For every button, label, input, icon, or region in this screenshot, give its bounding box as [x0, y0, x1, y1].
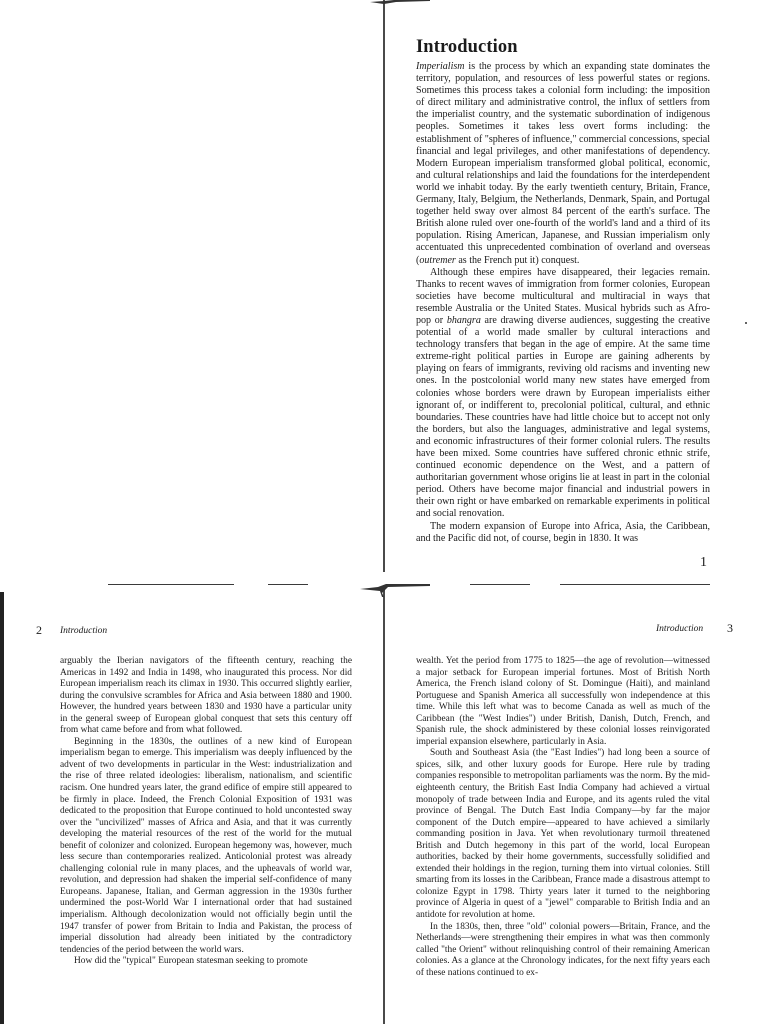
- running-head: Introduction: [656, 624, 704, 634]
- paragraph: [416, 61, 710, 267]
- page-edge-rule: [108, 584, 234, 585]
- page-2: [60, 656, 352, 968]
- gutter-line-bottom: [383, 588, 385, 1024]
- page-edge-rule: [268, 584, 308, 585]
- chapter-heading: Introduction: [416, 37, 518, 57]
- paragraph: [416, 267, 710, 521]
- binding-mark-bottom: [360, 583, 430, 597]
- paragraph-text: as the French put it) conquest.: [455, 254, 580, 266]
- page-edge-rule: [470, 584, 530, 585]
- paragraph-text: is the process by which an expanding state dominates the territory, population, and resources of less powerful states or regions. Sometimes this process takes a colonial form including: the imposition of direct military and administrative control, the influx of settlers from the imperialist country, and the systematic subordination of indigenous peoples. Sometimes it takes less overt forms including: the establishment of "spheres of influence," commercial concessions, special financial and legal privileges, and other manifestations of dependency. Modern European imperialism transformed global political, economic, and cultural relationships and laid the foundations for the interdependent world we inhabit today. By the early twentieth century, Britain, France, Germany, Italy, Belgium, the Netherlands, Denmark, Spain, and Portugal together held sway over almost 84 percent of the earth's surface. The British alone ruled over one-fourth of the world's land and a third of its population. Rising American, Japanese, and Russian imperialism only accentuated this unprecedented combination of overland and overseas (: [416, 61, 710, 266]
- paragraph: South and Southeast Asia (the "East Indies") had long been a source of spices, silk, and other luxury goods for Europe. Here rule by trading companies responsible to metropolitan parliaments was the norm. By the mid-eighteenth century, the British East India Company had achieved a virtual monopoly of trade between India and Europe, and its agents ruled the vital province of Bengal. The Dutch East India Company—by far the major component of the Dutch empire—appeared to have achieved a similarly commanding position in Java. Yet when revolutionary turmoil threatened British and Dutch hegemony in this part of the world, local European authorities, backed by their home governments, successfully solidified and extended their holdings in the region, turning them into virtual colonies. Still smarting from its losses in the Caribbean, France made a disastrous attempt to colonize Egypt in 1798. Thirty years later it turned to the neighboring province of Algeria in quest of a "jewel" comparable to British India and an antidote for revolution at home.: [416, 748, 710, 921]
- page-edge-shadow: [0, 592, 4, 1024]
- paragraph: wealth. Yet the period from 1775 to 1825—the age of revolution—witnessed a major setback for European imperial fortunes. Most of British North America, the French island colony of St. Domingue (Haiti), and mainland Portuguese and Spanish America all successfully won independence at this time. While this left what was to become Canada as well as much of the Caribbean (the "West Indies") under British, Danish, Dutch, French, and Spanish rule, the shock administered by these colonial losses reinvigorated imperial expansion elsewhere, particularly in Asia.: [416, 656, 710, 747]
- paragraph: How did the "typical" European statesman seeking to promote: [74, 956, 308, 967]
- scan-speck: [745, 322, 747, 324]
- paragraph: arguably the Iberian navigators of the fifteenth century, reaching the Americas in 1492 and India in 1498, who inaugurated this process. Nor did European imperialism reach its climax in 1930. This occurred slightly earlier, during the convulsive scrambles for Africa and Asia between 1880 and 1900. However, the hundred years between 1830 and 1930 have a particular unity in the general sweep of European global conquest that sets this century off from what came before and from what followed.: [60, 656, 352, 736]
- italic-term: outremer: [419, 254, 456, 266]
- gutter-line-top: [383, 0, 385, 572]
- page-number: 1: [700, 555, 707, 570]
- page-edge-rule: [560, 584, 710, 585]
- italic-term: bhangra: [446, 314, 481, 326]
- paragraph-text: Although these empires have disappeared, their legacies remain. Thanks to recent waves of immigration from former colonies, European societies have become multicultural and multiracial in ways that resemble Australia or the United States. Musical hybrids such as Afro-pop or: [416, 266, 710, 326]
- paragraph-text: are drawing diverse audiences, suggesting the creative potential of a world made smaller by cultural interactions and technology transfers that began in the age of empire. At the same time extreme-right political parties in Europe are gaining adherents by playing on fears of immigrants, reviving old racisms and inventing new ones. In the postcolonial world many new states have emerged from colonies whose borders were drawn by European imperialists either ignorant of, or indifferent to, precolonial political, cultural, and ethnic boundaries. These countries have had little choice but to accept not only the borders, but also the languages, administrative and legal systems, and economic infrastructures of their former colonial rulers. The results have been mixed. Some countries have suffered chronic ethnic strife, continued economic dependence on the West, and a pattern of authoritarian government whose origins lie at least in part in the colonial period. Others have become major financial and industrial powers in their own right or have embarked on remarkable experiments in political and social renovation.: [416, 314, 710, 520]
- page-1: [416, 36, 710, 545]
- paragraph: In the 1830s, then, three "old" colonial powers—Britain, France, and the Netherlands—were strengthening their empires in what was then commonly called "the Orient" without relinquishing control of their remaining American colonies. As a glance at the Chronology indicates, for the next fifty years each of these nations continued to ex-: [416, 921, 710, 978]
- page-number: 2: [36, 623, 42, 637]
- lead-term: Imperialism: [416, 61, 465, 72]
- page-1-body: [416, 61, 710, 545]
- running-head: Introduction: [60, 626, 108, 636]
- paragraph: The modern expansion of Europe into Africa, Asia, the Caribbean, and the Pacific did not, of course, begin in 1830. It was: [416, 520, 710, 544]
- page-number: 3: [727, 621, 733, 635]
- paragraph: Beginning in the 1830s, the outlines of a new kind of European imperialism began to emerge. This imperialism was deeply influenced by the advent of two developments in particular in the West: industrialization and the rise of three related ideologies: liberalism, nationalism, and scientific racism. One hundred years later, the grand edifice of empire still appeared to be firmly in place. Indeed, the French Colonial Exposition of 1931 was dedicated to the proposition that Europe continued to hold uncontested sway over the "uncivilized" masses of Africa and Asia, and that it was currently developing the material resources of the rest of the world for the mutual benefit of colonizer and colonized. European hegemony was, however, much less secure than contemporaries realized. Anticolonial protest was already challenging colonial rule in many places, and the upheavals of world war, revolution, and depression had shaken the imperial self-confidence of many Europeans. Japanese, Italian, and German aggression in the 1930s further undermined the post-World War I international order that had sustained imperialism. Although decolonization would not officially begin until the 1947 transfer of power from Britain to India and Pakistan, the process of imperial dissolution had already been initiated by the contradictory tendencies of the period between the world wars.: [60, 736, 352, 955]
- page-3: [416, 656, 710, 979]
- binding-mark-top: [370, 0, 430, 10]
